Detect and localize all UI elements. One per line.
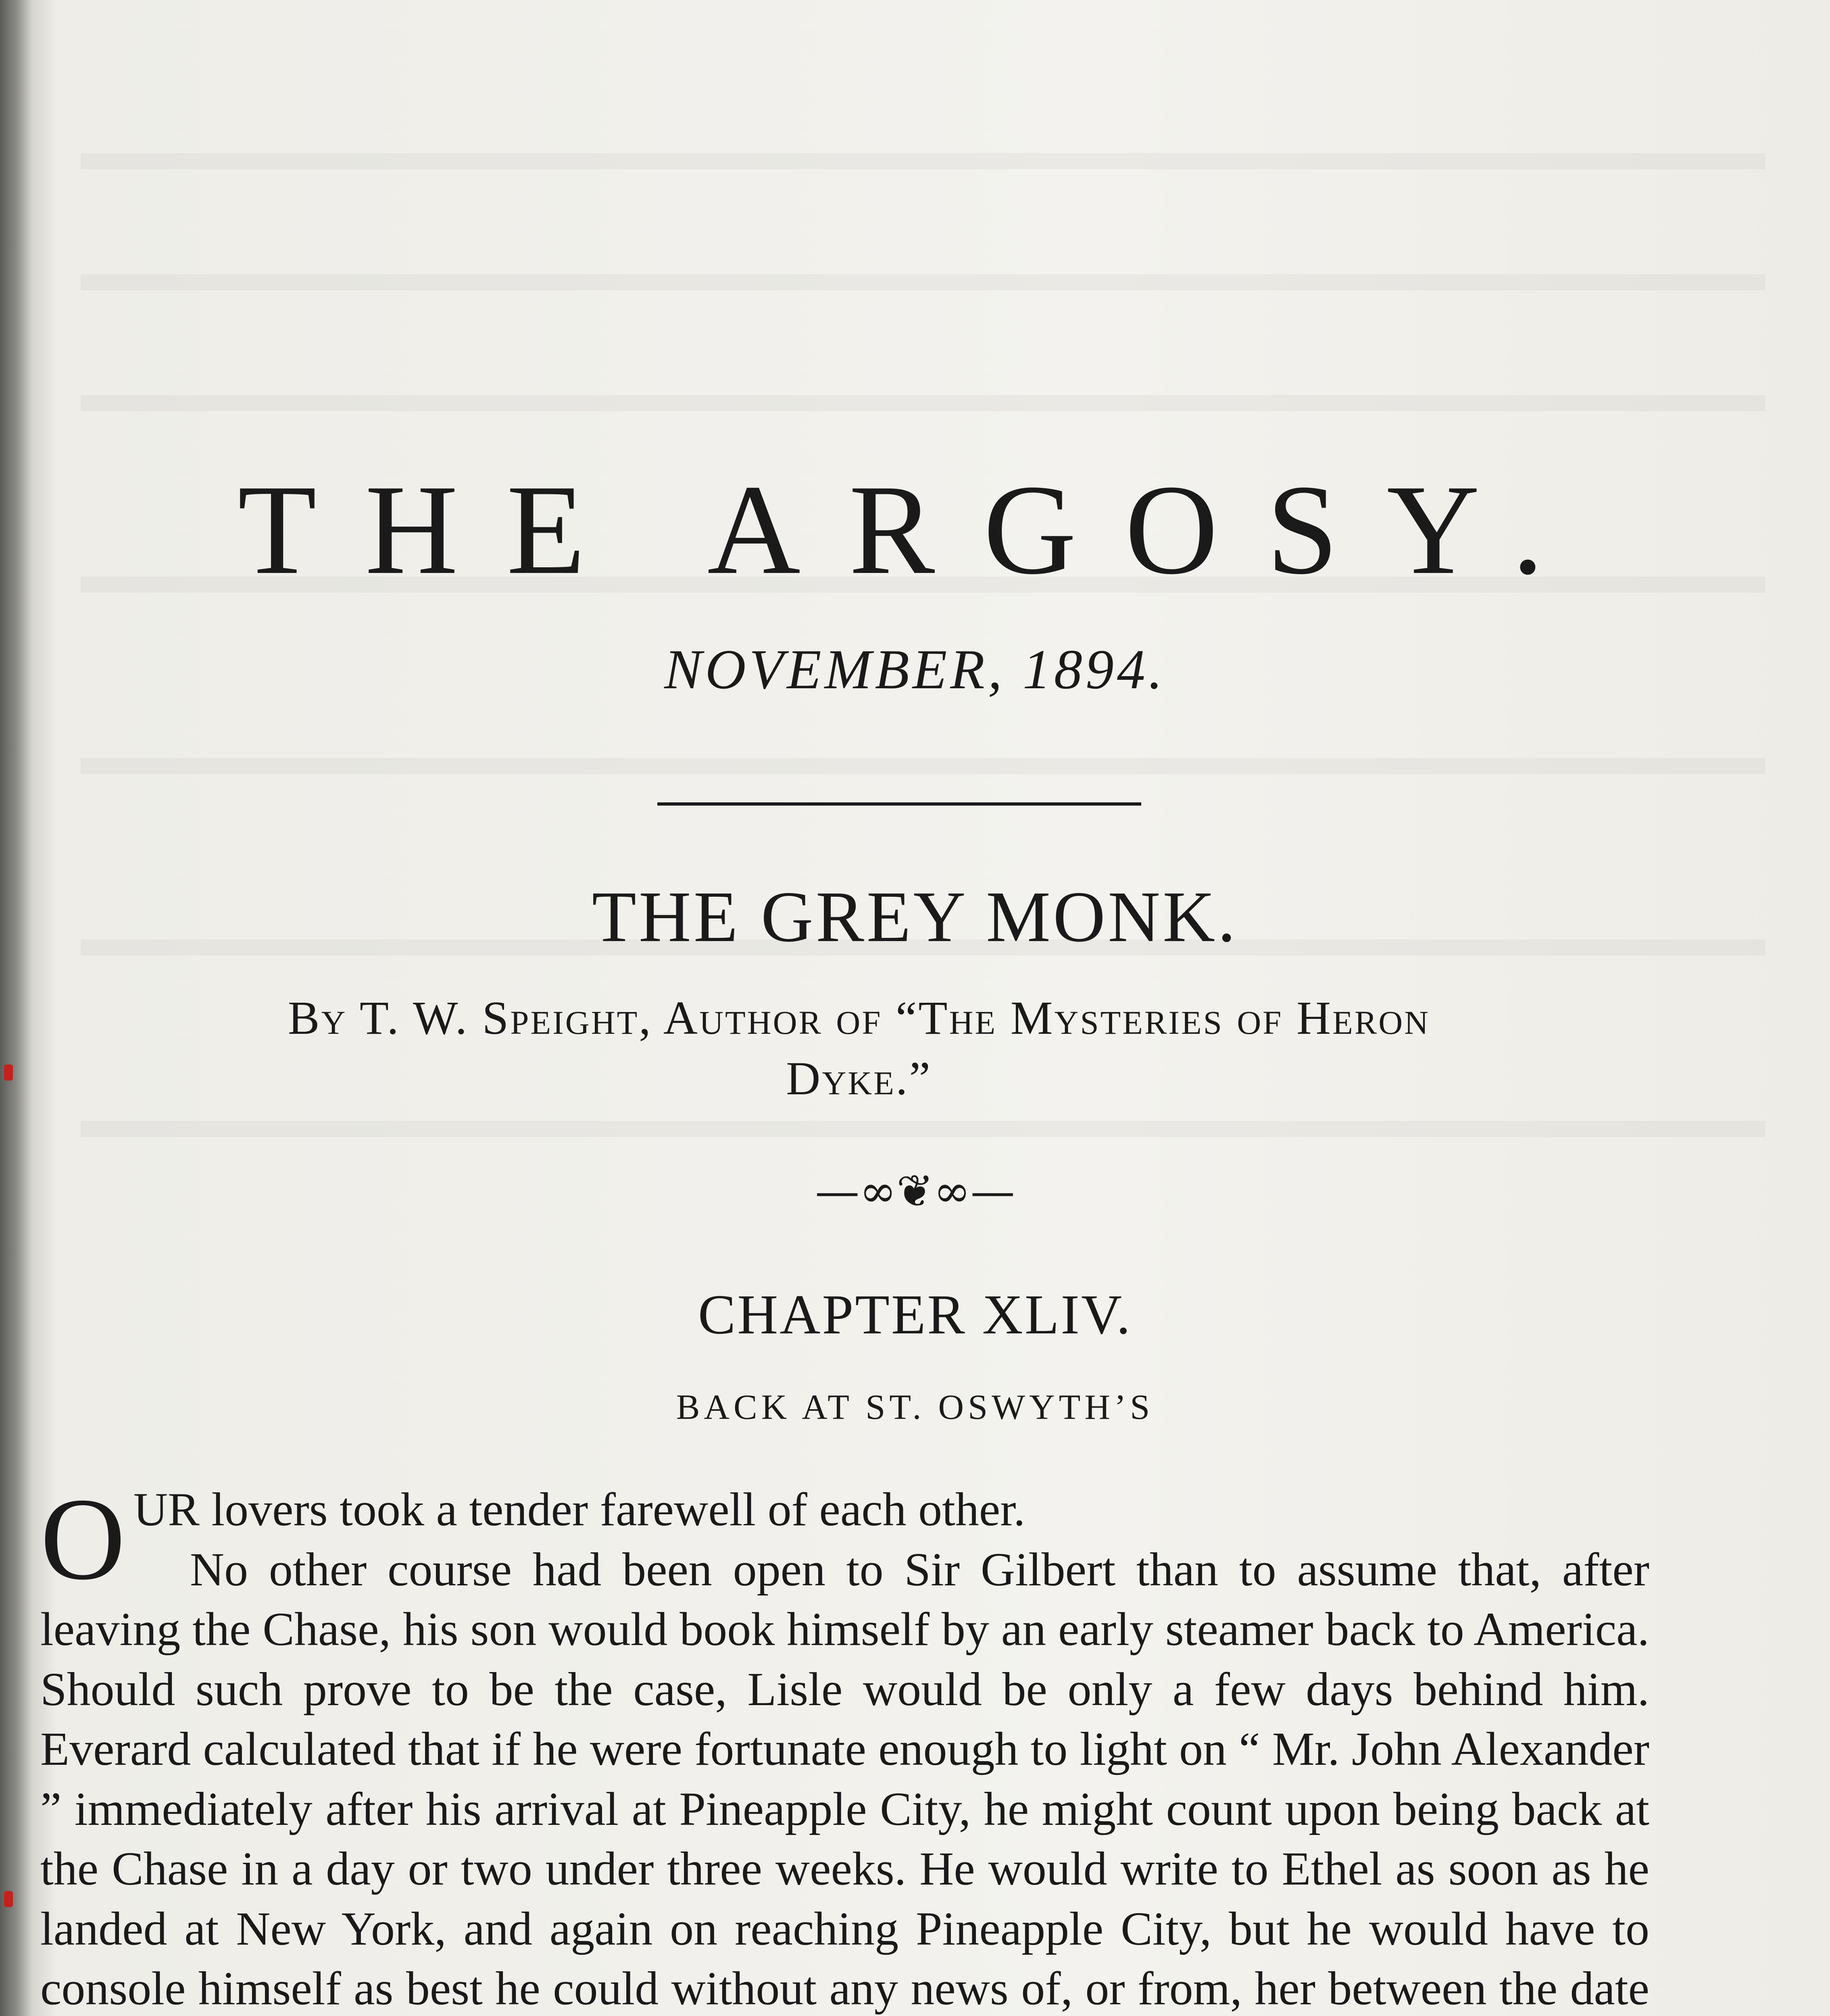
bleed-through-line [81, 274, 1765, 290]
bleed-through-line [81, 1121, 1765, 1137]
chapter-subtitle: BACK AT ST. OSWYTH’S [676, 1388, 1154, 1427]
ornament-divider: —∞❦∞— [815, 1165, 1015, 1217]
story-title: THE GREY MONK. [592, 877, 1238, 957]
paragraph-text: UR lovers took a tender farewell of each other. [133, 1483, 1025, 1536]
red-marker [4, 1891, 13, 1907]
chapter-heading: CHAPTER XLIV. [698, 1283, 1132, 1346]
body-text [40, 1474, 1649, 2016]
magazine-title: THE ARGOSY. [238, 458, 1592, 601]
bleed-through-line [81, 758, 1765, 774]
bleed-through-line [81, 153, 1765, 169]
paragraph [40, 1474, 1649, 1604]
byline-line-2: Dyke.” [786, 1052, 932, 1105]
paragraph: No other course had been open to Sir Gilbert than to assume that, after leaving the Chase, his son would book himself by an early steamer back to America. Should such prove to be the case, Lisle would be only a few days behind him. Everard calculated that if he were fortunate enough to light on “ Mr. John Alexander ” immediately after his arrival at Pineapple City, he might count upon being back at the Chase in a day or two under three weeks. He would write to Ethel as soon as he landed at New York, and again on reaching Pineapple City, but he would have to console himself as best he could without any news of, or from, her between the date [40, 1543, 1649, 2015]
red-marker [4, 1064, 13, 1081]
drop-cap: O [40, 1474, 125, 1604]
issue-date: NOVEMBER, 1894. [664, 638, 1166, 701]
byline [65, 988, 1653, 1109]
byline-line-1: By T. W. Speight, Author of “The Mysteries of Heron [288, 991, 1430, 1044]
bleed-through-line [81, 395, 1765, 411]
title-rule [657, 802, 1141, 806]
